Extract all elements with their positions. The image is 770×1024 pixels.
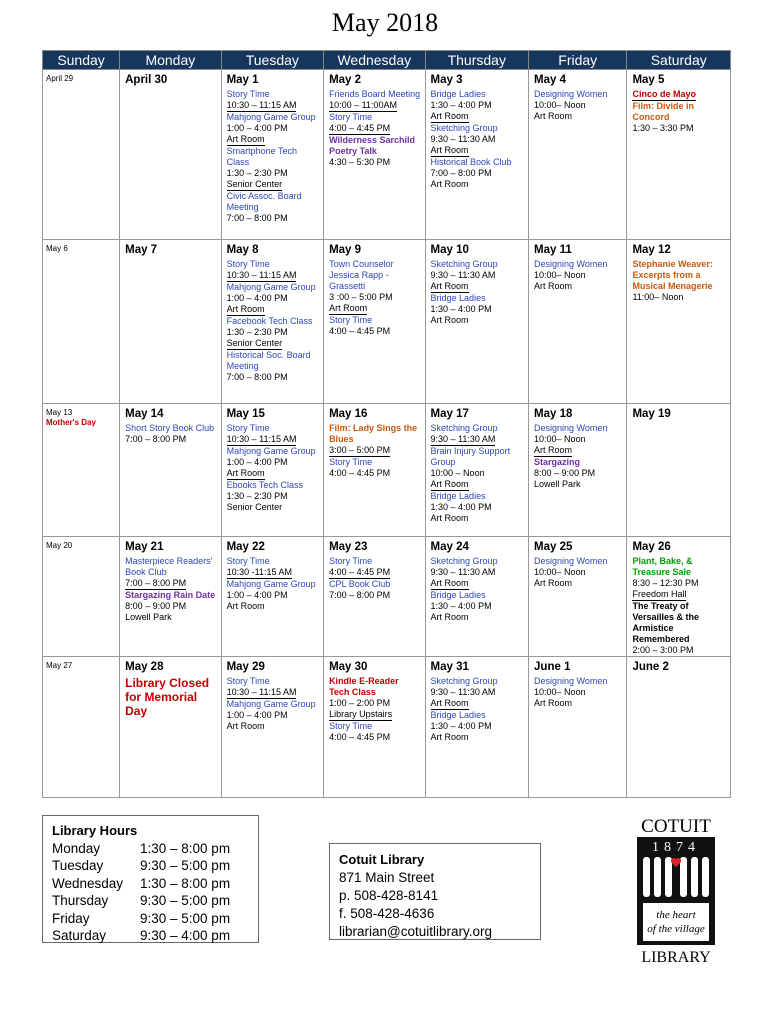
day-cell-tue [221, 657, 323, 798]
day-date: June 1 [534, 661, 571, 673]
day-date: May 18 [534, 408, 573, 420]
event-line: Art Room [430, 698, 469, 708]
day-date: May 10 [430, 244, 469, 256]
calendar-grid [42, 50, 731, 798]
day-cell-wed [324, 404, 425, 537]
event-line: Bridge Ladies [430, 89, 486, 99]
event-line: Sketching Group [430, 423, 498, 433]
day-date: May 4 [534, 74, 566, 86]
event-line: 1:30 – 4:00 PM [430, 721, 492, 731]
event-line: Bridge Ladies [430, 710, 486, 720]
event-line: Art Room [430, 281, 469, 291]
event-line: The Treaty of Versailles & the Armistice Remembered [632, 601, 699, 644]
event-line: Mahjong Game Group [226, 699, 316, 709]
day-date: May 17 [430, 408, 469, 420]
hours-time: 1:30 – 8:00 pm [140, 875, 231, 891]
event-line: 3:00 – 5:00 PM [329, 445, 391, 455]
event-line: 10:00 – 11:00AM [329, 100, 397, 110]
event-line: 1:30 – 4:00 PM [430, 601, 492, 611]
day-cell-wed [324, 70, 425, 240]
event-line: 7:00 – 8:00 PM [125, 434, 187, 444]
event-line: Designing Women [534, 423, 608, 433]
header-thursday: Thursday [425, 51, 529, 70]
event-line: 10:00– Noon [534, 687, 586, 697]
day-date: May 12 [632, 244, 671, 256]
event-line: 4:00 – 4:45 PM [329, 567, 391, 577]
header-wednesday: Wednesday [324, 51, 425, 70]
event-line: Art Room [226, 134, 265, 144]
day-date: May 20 [46, 541, 73, 550]
hours-day: Saturday [52, 928, 107, 943]
event-line: 1:30 – 4:00 PM [430, 304, 492, 314]
event-line: Story Time [329, 315, 373, 325]
event-line: Friends Board Meeting [329, 89, 421, 99]
event-line: 3 :00 – 5:00 PM [329, 292, 393, 302]
event-line: Art Room [534, 281, 573, 291]
event-line: 9:30 – 11:30 AM [430, 434, 496, 444]
event-line: 1:30 – 4:00 PM [430, 100, 492, 110]
day-cell-wed [324, 657, 425, 798]
weekday-header-row [43, 51, 731, 70]
event-line: Mahjong Game Group [226, 579, 316, 589]
event-line: Plant, Bake, & Treasure Sale [632, 556, 693, 577]
event-line: 7:00 – 8:00 PM [430, 168, 492, 178]
event-line: Historical Book Club [430, 157, 512, 167]
day-date: June 2 [632, 661, 669, 673]
event-line: Art Room [430, 578, 469, 588]
event-line: Cinco de Mayo [632, 89, 696, 99]
week-row [43, 70, 731, 240]
event-line: Mahjong Game Group [226, 446, 316, 456]
library-email[interactable]: librarian@cotuitlibrary.org [339, 924, 493, 939]
hours-row [52, 875, 258, 893]
event-line: Designing Women [534, 676, 608, 686]
event-line: Sketching Group [430, 676, 498, 686]
hours-day: Tuesday [52, 858, 104, 873]
header-saturday: Saturday [627, 51, 731, 70]
event-line: Senior Center [226, 502, 283, 512]
day-date: May 26 [632, 541, 671, 553]
library-phone: p. 508-428-8141 [339, 888, 439, 903]
day-date: May 25 [534, 541, 573, 553]
event-line: 4:00 – 4:45 PM [329, 468, 391, 478]
event-line: Art Room [534, 698, 573, 708]
event-line: Facebook Tech Class [226, 316, 313, 326]
hours-day: Wednesday [52, 875, 124, 891]
event-line: 1:00 – 4:00 PM [226, 590, 288, 600]
event-line: Short Story Book Club [125, 423, 215, 433]
event-line: Film: Divide in Concord [632, 101, 694, 122]
event-line: CPL Book Club [329, 579, 391, 589]
header-sunday: Sunday [43, 51, 120, 70]
event-line: 4:30 – 5:30 PM [329, 157, 391, 167]
hours-day: Monday [52, 840, 101, 856]
event-line: 1:30 – 2:30 PM [226, 327, 288, 337]
event-line: Art Room [430, 479, 469, 489]
event-line: 1:00 – 4:00 PM [226, 710, 288, 720]
event-line: Art Room [430, 612, 469, 622]
event-line: 8:00 – 9:00 PM [125, 601, 187, 611]
day-date: May 3 [430, 74, 463, 86]
week-row [43, 404, 731, 537]
event-line: Sketching Group [430, 123, 498, 133]
hours-row [52, 927, 258, 945]
event-line: 9:30 – 11:30 AM [430, 567, 496, 577]
day-date: May 5 [632, 74, 665, 86]
event-line: 10:00– Noon [534, 100, 586, 110]
day-cell-thu [425, 240, 529, 404]
event-line: Story Time [329, 721, 373, 731]
day-cell-sunday [43, 70, 120, 240]
event-line: 10:00 – Noon [430, 468, 485, 478]
day-date: May 21 [125, 541, 164, 553]
event-line: Art Room [226, 601, 265, 611]
event-line: Bridge Ladies [430, 590, 486, 600]
day-date: May 30 [329, 661, 368, 673]
event-line: Lowell Park [125, 612, 172, 622]
event-line: 8:30 – 12:30 PM [632, 578, 699, 588]
event-line: Film: Lady Sings the Blues [329, 423, 418, 444]
event-line: Art Room [329, 303, 368, 313]
event-line: Library Closed for Memorial Day [125, 676, 210, 718]
event-line: 8:00 – 9:00 PM [534, 468, 596, 478]
event-line: 9:30 – 11:30 AM [430, 134, 496, 144]
day-cell-tue [221, 404, 323, 537]
day-cell-fri [529, 70, 627, 240]
contact-box [329, 843, 541, 940]
event-line: 10:30 – 11:15 AM [226, 687, 297, 697]
event-line: 7:00 – 8:00 PM [226, 372, 288, 382]
hours-time: 9:30 – 5:00 pm [140, 910, 231, 926]
event-line: Bridge Ladies [430, 293, 486, 303]
header-tuesday: Tuesday [221, 51, 323, 70]
event-line: Ebooks Tech Class [226, 480, 303, 490]
event-line: 1:30 – 2:30 PM [226, 491, 288, 501]
day-cell-tue [221, 537, 323, 657]
event-line: 10:30 – 11:15 AM [226, 100, 297, 110]
event-line: Art Room [534, 111, 573, 121]
event-line: Wilderness Sarchild Poetry Talk [329, 135, 416, 156]
day-date: May 11 [534, 244, 572, 256]
event-line: Art Room [430, 145, 469, 155]
event-line: Story Time [329, 457, 373, 467]
day-date: April 29 [46, 74, 74, 83]
logo-bottom-text: LIBRARY [641, 949, 711, 966]
logo-tagline-2: of the village [647, 923, 705, 935]
hours-row [52, 892, 258, 910]
library-fax: f. 508-428-4636 [339, 906, 435, 921]
event-line: Designing Women [534, 259, 608, 269]
event-line: Stargazing [534, 457, 581, 467]
hours-time: 1:30 – 8:00 pm [140, 840, 231, 856]
library-hours-title: Library Hours [52, 823, 138, 838]
day-date: May 19 [632, 408, 671, 420]
day-cell-sat [627, 240, 731, 404]
event-line: 10:00– Noon [534, 270, 586, 280]
event-line: 2:00 – 3:00 PM [632, 645, 694, 655]
day-cell-sunday [43, 404, 120, 537]
event-line: Stephanie Weaver: Excerpts from a Musical Menagerie [632, 259, 713, 291]
holiday-label: Mother's Day [46, 418, 96, 427]
header-monday: Monday [120, 51, 221, 70]
day-cell-mon [120, 404, 221, 537]
event-line: Designing Women [534, 89, 608, 99]
header-friday: Friday [529, 51, 627, 70]
day-cell-sunday [43, 657, 120, 798]
event-line: Smartphone Tech Class [226, 146, 297, 167]
event-line: Library Upstairs [329, 709, 393, 719]
library-name: Cotuit Library [339, 852, 425, 867]
week-row [43, 537, 731, 657]
event-line: 10:30 -11:15 AM [226, 567, 292, 577]
day-cell-sunday [43, 537, 120, 657]
event-line: 1:30 – 4:00 PM [430, 502, 492, 512]
event-line: 10:00– Noon [534, 434, 586, 444]
logo-year-text: 1874 [652, 840, 700, 855]
event-line: Story Time [329, 112, 373, 122]
library-address: 871 Main Street [339, 870, 435, 885]
week-row [43, 657, 731, 798]
event-line: Mahjong Game Group [226, 112, 316, 122]
event-line: Sketching Group [430, 556, 498, 566]
event-line: Story Time [226, 423, 270, 433]
event-line: 4:00 – 4:45 PM [329, 326, 391, 336]
day-cell-sat [627, 537, 731, 657]
day-date: May 2 [329, 74, 362, 86]
day-cell-mon [120, 240, 221, 404]
cotuit-library-logo [628, 815, 724, 967]
event-line: Art Room [226, 721, 265, 731]
day-date: May 13 [46, 408, 73, 417]
event-line: Story Time [226, 259, 270, 269]
day-cell-thu [425, 537, 529, 657]
event-line: Town Counselor Jessica Rapp - Grassetti [329, 259, 394, 291]
hours-day: Friday [52, 910, 90, 926]
day-cell-wed [324, 537, 425, 657]
day-cell-thu [425, 657, 529, 798]
day-date: May 15 [226, 408, 265, 420]
hours-row [52, 857, 258, 875]
event-line: Story Time [226, 676, 270, 686]
hours-time: 9:30 – 5:00 pm [140, 893, 231, 908]
day-cell-sunday [43, 240, 120, 404]
day-cell-thu [425, 404, 529, 537]
event-line: Senior Center [226, 338, 283, 348]
event-line: 7:00 – 8:00 PM [329, 590, 391, 600]
event-line: Art Room [430, 513, 469, 523]
event-line: 1:00 – 4:00 PM [226, 123, 288, 133]
event-line: 4:00 – 4:45 PM [329, 732, 391, 742]
day-cell-fri [529, 537, 627, 657]
event-line: Lowell Park [534, 479, 581, 489]
event-line: 10:30 – 11:15 AM [226, 270, 297, 280]
event-line: Art Room [226, 304, 265, 314]
event-line: Brain Injury Support Group [430, 446, 511, 467]
event-line: Stargazing Rain Date [125, 590, 216, 600]
week-row [43, 240, 731, 404]
hours-day: Thursday [52, 893, 109, 908]
day-date: May 1 [226, 74, 259, 86]
event-line: Art Room [430, 315, 469, 325]
day-cell-mon [120, 70, 221, 240]
hours-row [52, 840, 258, 858]
hours-time: 9:30 – 5:00 pm [140, 858, 231, 873]
event-line: Art Room [430, 111, 469, 121]
event-line: Story Time [226, 556, 270, 566]
event-line: Senior Center [226, 179, 283, 189]
day-cell-thu [425, 70, 529, 240]
event-line: Story Time [226, 89, 270, 99]
day-date: May 7 [125, 244, 158, 256]
day-cell-fri [529, 240, 627, 404]
day-date: May 16 [329, 408, 368, 420]
library-hours-box [42, 815, 259, 943]
page-title: May 2018 [331, 8, 439, 37]
day-date: May 23 [329, 541, 368, 553]
event-line: Designing Women [534, 556, 608, 566]
event-line: 10:30 – 11:15 AM [226, 434, 297, 444]
day-cell-tue [221, 240, 323, 404]
event-line: 1:30 – 2:30 PM [226, 168, 288, 178]
day-cell-wed [324, 240, 425, 404]
day-cell-tue [221, 70, 323, 240]
event-line: Art Room [430, 732, 469, 742]
event-line: 4:00 – 4:45 PM [329, 123, 391, 133]
event-line: Bridge Ladies [430, 491, 486, 501]
logo-tagline-1: the heart [656, 909, 696, 921]
event-line: Art Room [534, 578, 573, 588]
event-line: Art Room [430, 179, 469, 189]
day-date: May 8 [226, 244, 259, 256]
day-date: April 30 [125, 74, 168, 86]
hours-row [52, 910, 258, 928]
day-date: May 28 [125, 661, 164, 673]
event-line: Civic Assoc. Board Meeting [226, 191, 302, 212]
day-date: May 9 [329, 244, 362, 256]
day-cell-mon [120, 537, 221, 657]
event-line: 1:00 – 2:00 PM [329, 698, 391, 708]
day-cell-sat [627, 404, 731, 537]
event-line: Kindle E-Reader Tech Class [329, 676, 399, 697]
event-line: Mahjong Game Group [226, 282, 316, 292]
event-line: Historical Soc. Board Meeting [226, 350, 311, 371]
day-date: May 24 [430, 541, 469, 553]
event-line: Art Room [534, 445, 573, 455]
event-line: Masterpiece Readers' Book Club [125, 556, 213, 577]
day-date: May 27 [46, 661, 73, 670]
event-line: 9:30 – 11:30 AM [430, 687, 496, 697]
day-date: May 6 [46, 244, 68, 253]
day-cell-mon [120, 657, 221, 798]
logo-top-text: COTUIT [641, 816, 711, 837]
day-cell-sat [627, 70, 731, 240]
event-line: Art Room [226, 468, 265, 478]
event-line: 1:30 – 3:30 PM [632, 123, 694, 133]
event-line: 10:00– Noon [534, 567, 586, 577]
event-line: 1:00 – 4:00 PM [226, 293, 288, 303]
event-line: 11:00– Noon [632, 292, 684, 302]
day-date: May 22 [226, 541, 265, 553]
hours-time: 9:30 – 4:00 pm [140, 928, 231, 943]
event-line: Story Time [329, 556, 373, 566]
event-line: Sketching Group [430, 259, 498, 269]
day-cell-sat [627, 657, 731, 798]
event-line: 7:00 – 8:00 PM [226, 213, 288, 223]
day-cell-fri [529, 404, 627, 537]
event-line: Freedom Hall [632, 589, 687, 599]
day-date: May 29 [226, 661, 265, 673]
day-cell-fri [529, 657, 627, 798]
event-line: 1:00 – 4:00 PM [226, 457, 288, 467]
day-date: May 14 [125, 408, 164, 420]
event-line: 7:00 – 8:00 PM [125, 578, 187, 588]
day-date: May 31 [430, 661, 469, 673]
event-line: 9:30 – 11:30 AM [430, 270, 496, 280]
